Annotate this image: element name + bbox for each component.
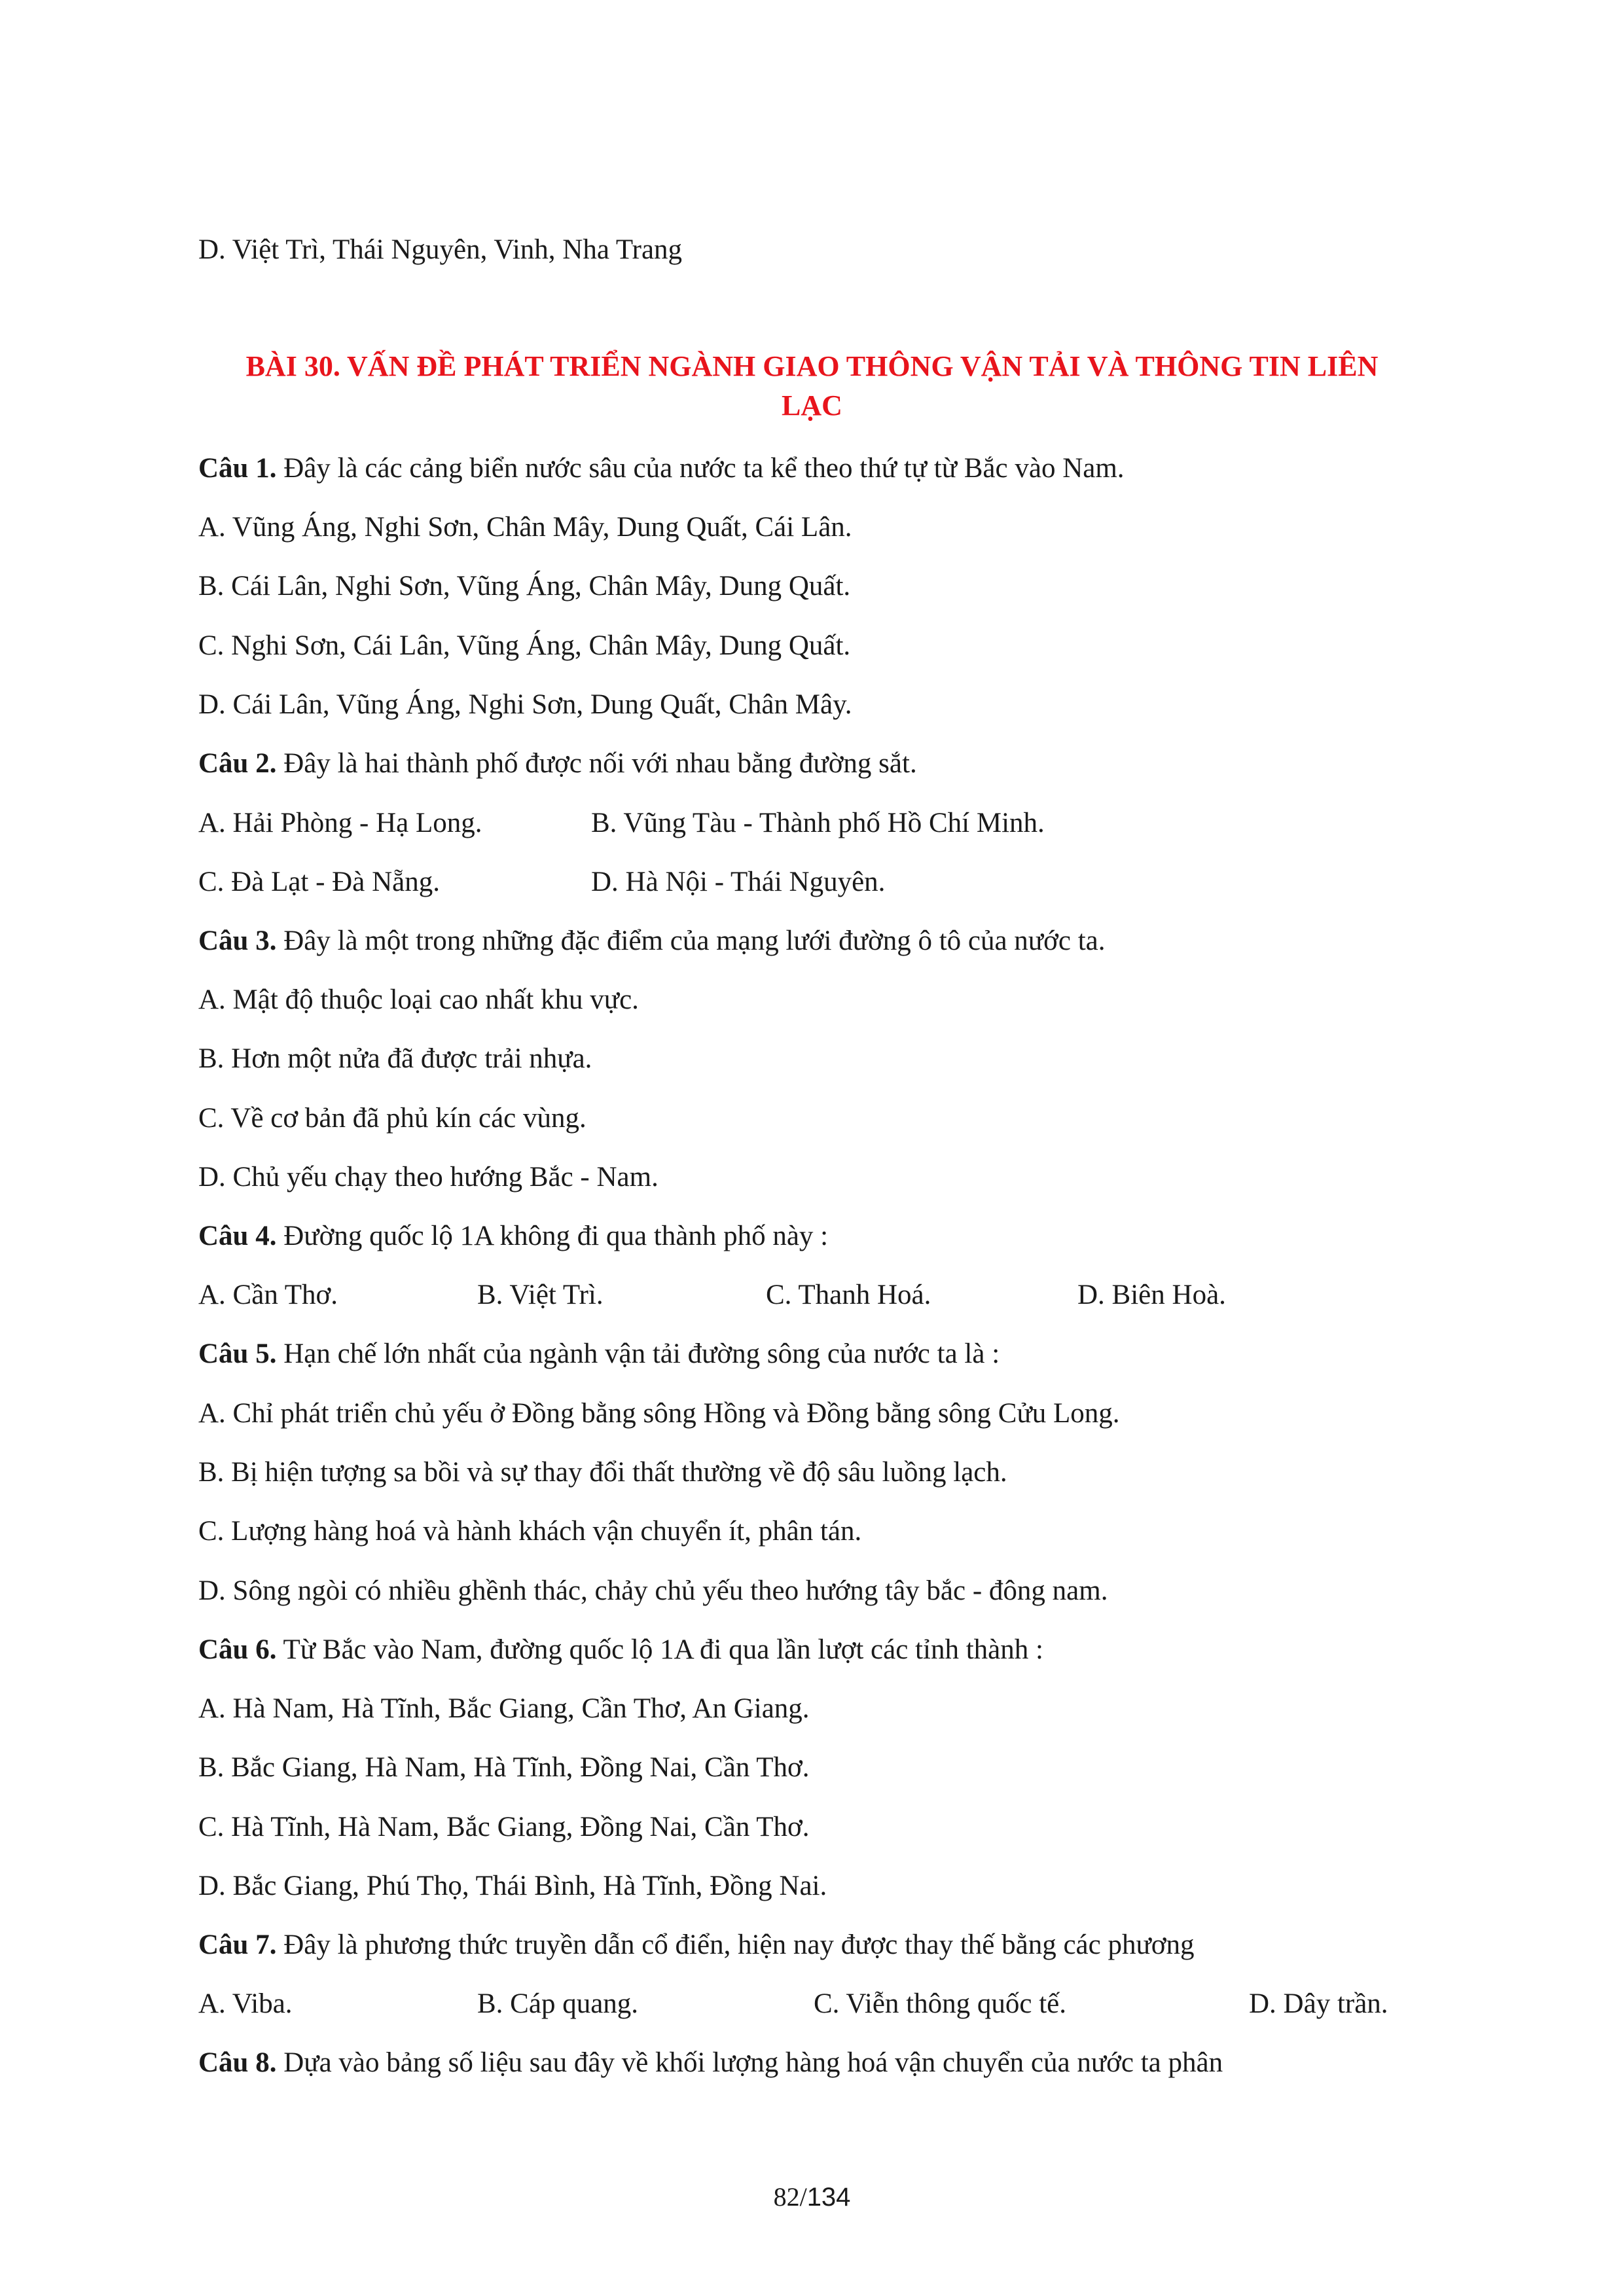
- question-label: Câu 6.: [198, 1634, 277, 1665]
- question-1: [198, 452, 1125, 486]
- question-2: [198, 747, 917, 781]
- question-4: [198, 1219, 828, 1253]
- question-text: Đường quốc lộ 1A không đi qua thành phố này :: [276, 1221, 829, 1251]
- q2-option-c: C. Đà Lạt - Đà Nẵng.: [198, 867, 440, 897]
- q1-option-d: D. Cái Lân, Vũng Áng, Nghi Sơn, Dung Quất, Chân Mây.: [198, 689, 852, 720]
- q5-option-a: A. Chỉ phát triển chủ yếu ở Đồng bằng sông Hồng và Đồng bằng sông Cửu Long.: [198, 1398, 1120, 1429]
- page-separator: /: [799, 2182, 807, 2212]
- question-label: Câu 1.: [198, 453, 277, 484]
- q3-option-c: C. Về cơ bản đã phủ kín các vùng.: [198, 1103, 586, 1134]
- question-label: Câu 5.: [198, 1338, 277, 1369]
- q1-option-a: A. Vũng Áng, Nghi Sơn, Chân Mây, Dung Quất, Cái Lân.: [198, 512, 852, 543]
- q2-option-b: B. Vũng Tàu - Thành phố Hồ Chí Minh.: [591, 808, 1045, 838]
- q2-option-a: A. Hải Phòng - Hạ Long.: [198, 808, 482, 838]
- question-text: Hạn chế lớn nhất của ngành vận tải đường sông của nước ta là :: [276, 1338, 1000, 1369]
- q4-option-b: B. Việt Trì.: [477, 1280, 604, 1310]
- q1-option-b: B. Cái Lân, Nghi Sơn, Vũng Áng, Chân Mây, Dung Quất.: [198, 571, 851, 601]
- q7-option-b: B. Cáp quang.: [477, 1988, 639, 2019]
- q6-option-a: A. Hà Nam, Hà Tĩnh, Bắc Giang, Cần Thơ, An Giang.: [198, 1693, 810, 1724]
- question-text: Đây là các cảng biển nước sâu của nước ta kể theo thứ tự từ Bắc vào Nam.: [276, 453, 1125, 484]
- question-text: Đây là hai thành phố được nối với nhau bằng đường sắt.: [276, 748, 917, 779]
- q6-option-c: C. Hà Tĩnh, Hà Nam, Bắc Giang, Đồng Nai, Cần Thơ.: [198, 1812, 810, 1842]
- lesson-title-line-1: BÀI 30. VẤN ĐỀ PHÁT TRIỂN NGÀNH GIAO THÔNG VẬN TẢI VÀ THÔNG TIN LIÊN: [245, 350, 1379, 382]
- q3-option-d: D. Chủ yếu chạy theo hướng Bắc - Nam.: [198, 1162, 659, 1193]
- q5-option-b: B. Bị hiện tượng sa bồi và sự thay đổi thất thường về độ sâu luồng lạch.: [198, 1457, 1007, 1488]
- question-5: [198, 1337, 1000, 1371]
- q7-option-a: A. Viba.: [198, 1988, 293, 2019]
- q2-option-d: D. Hà Nội - Thái Nguyên.: [591, 867, 886, 897]
- q4-option-c: C. Thanh Hoá.: [766, 1280, 931, 1310]
- question-text: Từ Bắc vào Nam, đường quốc lộ 1A đi qua lần lượt các tỉnh thành :: [276, 1634, 1043, 1665]
- question-label: Câu 2.: [198, 748, 277, 779]
- question-3: [198, 924, 1105, 958]
- q5-option-d: D. Sông ngòi có nhiều ghềnh thác, chảy chủ yếu theo hướng tây bắc - đông nam.: [198, 1575, 1108, 1606]
- question-label: Câu 4.: [198, 1221, 277, 1251]
- q7-option-d: D. Dây trần.: [1249, 1988, 1388, 2019]
- q3-option-a: A. Mật độ thuộc loại cao nhất khu vực.: [198, 984, 639, 1015]
- page-number: [0, 2181, 1624, 2214]
- question-label: Câu 8.: [198, 2047, 277, 2078]
- lesson-title-line-2: LẠC: [782, 389, 842, 422]
- q1-option-c: C. Nghi Sơn, Cái Lân, Vũng Áng, Chân Mây, Dung Quất.: [198, 630, 851, 661]
- question-label: Câu 3.: [198, 925, 277, 956]
- q4-option-a: A. Cần Thơ.: [198, 1280, 338, 1310]
- question-7: [198, 1928, 1195, 1962]
- q3-option-b: B. Hơn một nửa đã được trải nhựa.: [198, 1043, 592, 1074]
- question-6: [198, 1633, 1043, 1667]
- q6-option-b: B. Bắc Giang, Hà Nam, Hà Tĩnh, Đồng Nai, Cần Thơ.: [198, 1752, 810, 1783]
- question-text: Đây là phương thức truyền dẫn cổ điển, hiện nay được thay thế bằng các phương: [276, 1929, 1195, 1960]
- q7-option-c: C. Viễn thông quốc tế.: [814, 1988, 1066, 2019]
- question-text: Dựa vào bảng số liệu sau đây về khối lượng hàng hoá vận chuyển của nước ta phân: [276, 2047, 1223, 2078]
- q6-option-d: D. Bắc Giang, Phú Thọ, Thái Bình, Hà Tĩnh, Đồng Nai.: [198, 1871, 827, 1901]
- previous-question-option-d: D. Việt Trì, Thái Nguyên, Vinh, Nha Trang: [198, 234, 683, 265]
- lesson-title: [198, 347, 1426, 425]
- q5-option-c: C. Lượng hàng hoá và hành khách vận chuyển ít, phân tán.: [198, 1516, 862, 1547]
- question-text: Đây là một trong những đặc điểm của mạng lưới đường ô tô của nước ta.: [276, 925, 1106, 956]
- question-8: [198, 2046, 1223, 2080]
- total-pages: 134: [806, 2183, 851, 2212]
- question-label: Câu 7.: [198, 1929, 277, 1960]
- q4-option-d: D. Biên Hoà.: [1077, 1280, 1226, 1310]
- current-page: 82: [773, 2182, 800, 2212]
